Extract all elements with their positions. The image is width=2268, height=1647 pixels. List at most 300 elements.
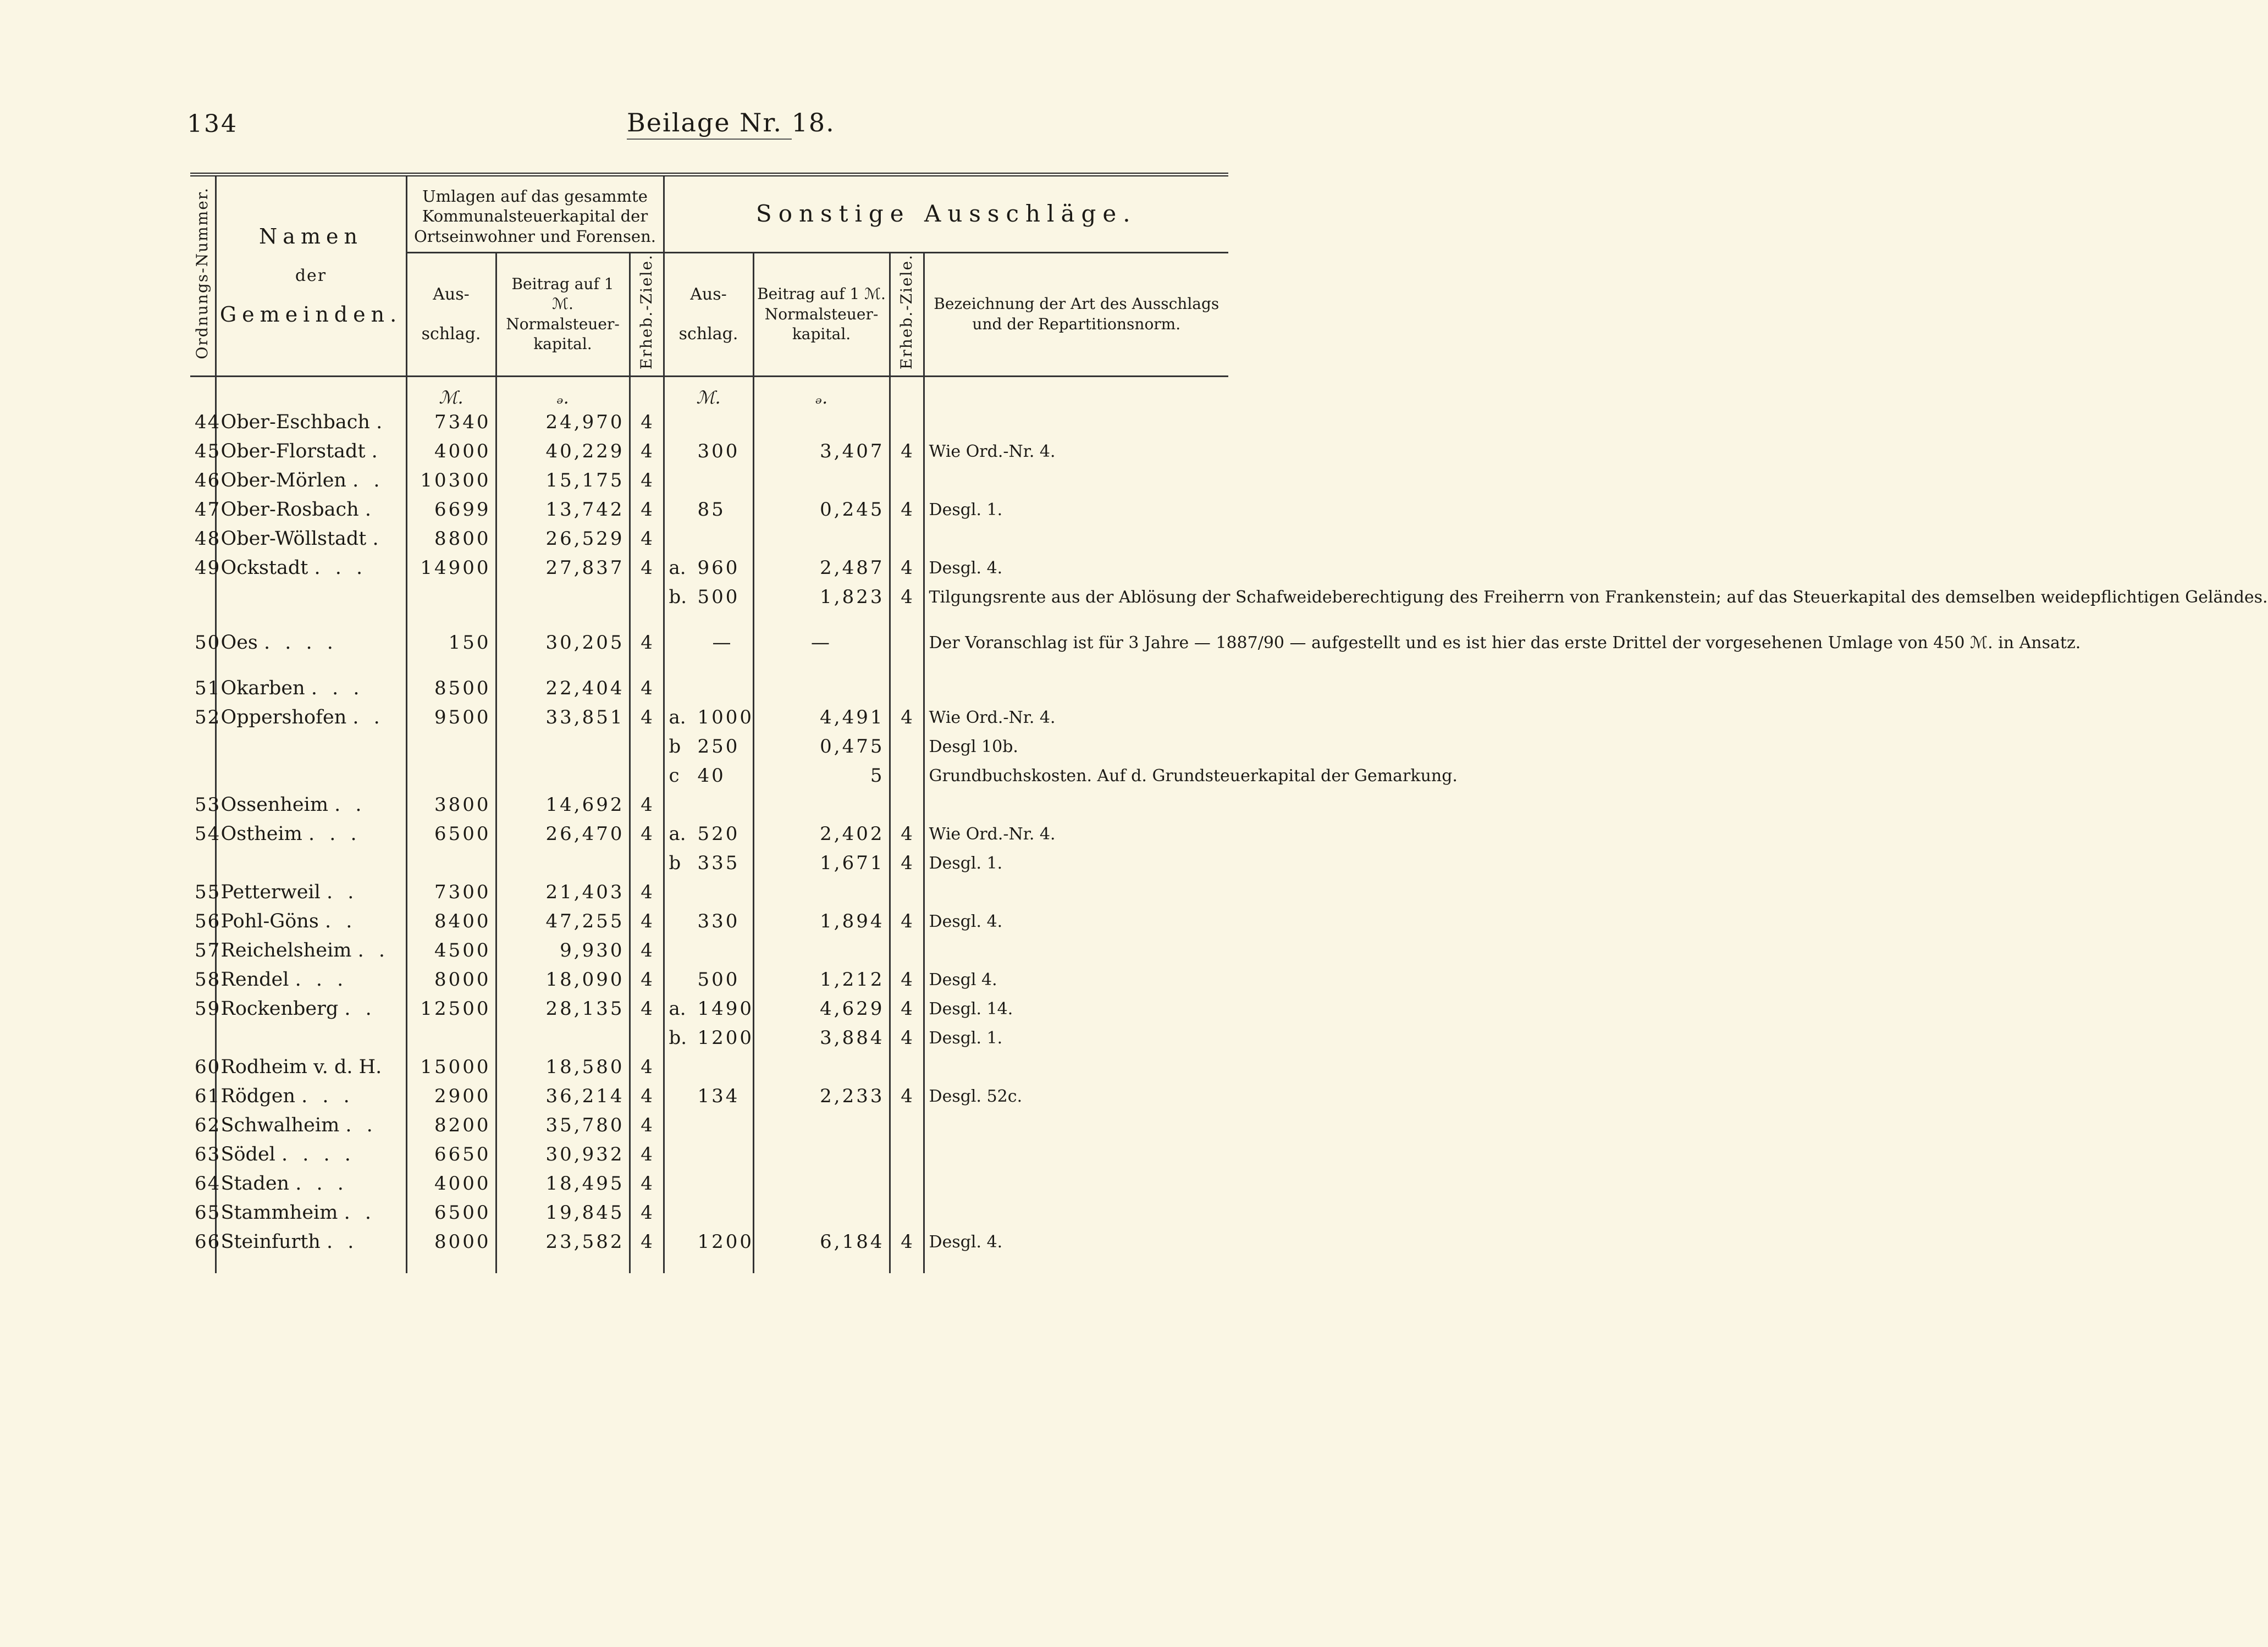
umlage-beitrag [496,1257,630,1273]
sonstige-beitrag: 0,475 [753,732,890,761]
leader-dots: . . [357,939,389,961]
gemeinde-name-text: Södel [220,1143,275,1165]
leader-dots: . . . [301,1085,354,1107]
sonstige-erheb-ziele [890,791,924,820]
umlage-ausschlag: 6650 [406,1140,496,1169]
gemeinde-name-text: Rodheim v. d. H. [220,1055,382,1078]
ordnungs-nummer: 66 [195,1230,221,1253]
umlage-ausschlag: 4500 [406,936,496,965]
units-row [190,376,1228,408]
sonstige-beitrag: 2,233 [753,1082,890,1111]
sonstige-beitrag [753,674,890,703]
sonstige-beitrag [753,466,890,495]
umlage-erheb-ziele: 4 [630,965,664,994]
spacer-row [190,1257,1228,1273]
sonstige-ausschlag [664,554,753,583]
sonstige-ausschlag-value: 134 [697,1085,740,1107]
sonstige-erheb-ziele: 4 [890,907,924,936]
sonstige-erheb-ziele [890,1198,924,1228]
sonstige-beitrag [753,1169,890,1198]
gemeinde-name-text: Ober-Mörlen [220,469,346,491]
umlage-erheb-ziele: 4 [630,674,664,703]
sonstige-ausschlag-value: 85 [697,498,726,521]
umlage-beitrag: 28,135 [496,994,630,1024]
gemeinde-name [216,1082,406,1111]
umlage-beitrag: 36,214 [496,1082,630,1111]
umlage-ausschlag: 8400 [406,907,496,936]
umlage-erheb-ziele: 4 [630,1082,664,1111]
sonstige-bezeichnung [924,1053,1228,1082]
umlage-ausschlag: 12500 [406,994,496,1024]
umlage-beitrag: 40,229 [496,437,630,466]
sonstige-erheb-ziele: 4 [890,1082,924,1111]
sonstige-beitrag: 1,671 [753,849,890,878]
ordnungs-nummer: 46 [195,469,221,491]
sonstige-bezeichnung: Wie Ord.-Nr. 4. [924,820,1228,849]
sonstige-ausschlag [664,628,753,657]
sonstige-beitrag: 5 [753,761,890,791]
sonstige-ausschlag-value: 330 [697,910,740,932]
sonstige-ausschlag [664,936,753,965]
gemeinde-name [216,1169,406,1198]
sonstige-bezeichnung: Desgl. 4. [924,907,1228,936]
gemeinde-name-text: Steinfurth [220,1230,321,1253]
sonstige-ausschlag [664,1257,753,1273]
sonstige-ausschlag [664,495,753,524]
ordnungs-nummer-header: Ordnungs-Nummer. [190,175,216,377]
sonstige-ausschlag [664,907,753,936]
ordnungs-nummer [190,583,216,612]
spacer-row [190,657,1228,674]
sonstige-beitrag: 4,629 [753,994,890,1024]
ordnungs-nummer: 58 [195,968,221,991]
sonstige-beitrag [753,878,890,907]
gemeinde-name-text: Ostheim [220,822,302,845]
gemeinde-name [216,791,406,820]
ordnungs-nummer: 65 [195,1201,221,1224]
sonstige-erheb-ziele-header: Erheb.-Ziele. [890,252,924,376]
sub-item-tag: a. [669,997,686,1020]
sonstige-ausschlag [664,820,753,849]
table-row [190,1053,1228,1082]
umlage-erheb-ziele: 4 [630,628,664,657]
umlage-ausschlag: 6500 [406,1198,496,1228]
sonstige-beitrag: 4,491 [753,703,890,732]
sonstige-beitrag [753,1053,890,1082]
umlage-erheb-ziele [630,849,664,878]
sonstige-ausschlag-value: 960 [697,556,740,579]
sonstige-erheb-ziele: 4 [890,820,924,849]
gemeinde-name [216,703,406,732]
sonstige-erheb-ziele [890,466,924,495]
sonstige-bezeichnung [924,674,1228,703]
leader-dots: . [372,527,383,550]
erheb-ziele-header: Erheb.-Ziele. [630,252,664,376]
sonstige-erheb-ziele: 4 [890,849,924,878]
sonstige-bezeichnung [924,1169,1228,1198]
sonstige-bezeichnung: Desgl. 4. [924,554,1228,583]
sonstige-beitrag: 6,184 [753,1228,890,1257]
ausschlag-header: Aus- schlag. [406,252,496,376]
ordnungs-nummer [190,1257,216,1273]
sonstige-ausschlag [664,408,753,437]
ordnungs-nummer: 50 [195,631,221,654]
table-row [190,1228,1228,1257]
table-row [190,437,1228,466]
table-row [190,703,1228,732]
gemeinde-name-text: Ossenheim [220,793,329,816]
ordnungs-nummer: 61 [195,1085,221,1107]
gemeinde-name-text: Schwalheim [220,1114,340,1136]
sonstige-erheb-ziele [890,524,924,554]
sonstige-erheb-ziele: 4 [890,583,924,612]
umlage-beitrag: 18,580 [496,1053,630,1082]
table-row [190,1024,1228,1053]
umlage-ausschlag: 8800 [406,524,496,554]
sonstige-erheb-ziele [890,1257,924,1273]
umlage-erheb-ziele [630,1257,664,1273]
umlage-ausschlag: 6500 [406,820,496,849]
gemeinde-name [216,674,406,703]
sonstige-ausschlag [664,761,753,791]
table-row [190,761,1228,791]
gemeinde-name-text: Rockenberg [220,997,339,1020]
sonstige-bezeichnung: Desgl 10b. [924,732,1228,761]
leader-dots: . . . [295,968,348,991]
sub-item-tag: b [669,735,681,758]
umlage-erheb-ziele: 4 [630,994,664,1024]
sonstige-ausschlag-value: 335 [697,852,740,874]
umlage-beitrag: 23,582 [496,1228,630,1257]
umlage-ausschlag: 8000 [406,1228,496,1257]
table-row [190,628,1228,657]
leader-dots: . [365,498,376,521]
sonstige-bezeichnung: Tilgungsrente aus der Ablösung der Schafweideberechtigung des Freiherrn von Frankenstein; auf das Steuerkapital des demselben weidepflichtigen Geländes. [924,583,1228,612]
sonstige-beitrag: 3,884 [753,1024,890,1053]
umlage-ausschlag [406,1257,496,1273]
umlage-erheb-ziele: 4 [630,466,664,495]
sonstige-bezeichnung: Wie Ord.-Nr. 4. [924,437,1228,466]
umlage-ausschlag: 9500 [406,703,496,732]
sonstige-ausschlag [664,965,753,994]
table-row [190,495,1228,524]
sonstige-ausschlag [664,1198,753,1228]
umlage-erheb-ziele [630,761,664,791]
sub-item-tag: b. [669,585,687,608]
umlage-erheb-ziele: 4 [630,1111,664,1140]
ordnungs-nummer [190,657,216,674]
sonstige-ausschlag [664,466,753,495]
sonstige-erheb-ziele [890,674,924,703]
sonstige-ausschlag [664,583,753,612]
mark-unit: ℳ. [406,376,496,408]
ordnungs-nummer: 45 [195,440,221,462]
spacer-row [190,612,1228,628]
table-row [190,554,1228,583]
umlage-ausschlag: 8200 [406,1111,496,1140]
sub-item-tag: b. [669,1026,687,1049]
sonstige-ausschlag-value: 500 [697,585,740,608]
table-row [190,732,1228,761]
gemeinde-name-text: Ober-Rosbach [220,498,359,521]
umlage-beitrag: 13,742 [496,495,630,524]
umlage-ausschlag: 4000 [406,1169,496,1198]
sonstige-erheb-ziele [890,1169,924,1198]
sonstige-bezeichnung [924,936,1228,965]
umlage-ausschlag: 8500 [406,674,496,703]
leader-dots: . . . . [282,1143,355,1165]
sonstige-ausschlag-value: 500 [697,968,740,991]
sonstige-ausschlag [664,878,753,907]
umlage-ausschlag [406,1024,496,1053]
gemeinde-name-text: Rendel [220,968,289,991]
sub-item-tag: a. [669,556,686,579]
sonstige-beitrag [753,524,890,554]
sonstige-beitrag: — [753,628,890,657]
sonstige-pfennig-unit: ₔ. [753,376,890,408]
ordnungs-nummer: 60 [195,1055,221,1078]
sonstige-erheb-ziele [890,628,924,657]
ordnungs-nummer [190,1024,216,1053]
leader-dots: . . [344,1201,376,1224]
umlage-beitrag: 30,932 [496,1140,630,1169]
umlage-beitrag [496,612,630,628]
gemeinde-name [216,1111,406,1140]
sonstige-ausschlag [664,994,753,1024]
gemeinde-name-text: Oppershofen [220,706,347,728]
gemeinde-name [216,1024,406,1053]
ordnungs-nummer: 48 [195,527,221,550]
table-row [190,820,1228,849]
gemeinde-name-text: Petterweil [220,881,321,903]
gemeinde-name [216,408,406,437]
municipal-levy-table [190,173,2268,1273]
title-rule [627,139,792,140]
gemeinde-name [216,628,406,657]
umlage-ausschlag [406,657,496,674]
gemeinde-name-text: Pohl-Göns [220,910,319,932]
umlage-ausschlag: 10300 [406,466,496,495]
ordnungs-nummer [190,732,216,761]
sonstige-erheb-ziele [890,761,924,791]
sonstige-erheb-ziele: 4 [890,437,924,466]
sonstige-erheb-ziele [890,612,924,628]
sonstige-bezeichnung: Desgl 4. [924,965,1228,994]
sonstige-beitrag: 1,894 [753,907,890,936]
sonstige-bezeichnung: Wie Ord.-Nr. 4. [924,703,1228,732]
sonstige-bezeichnung: Desgl. 1. [924,495,1228,524]
sonstige-ausschlag [664,1228,753,1257]
umlage-beitrag [496,1024,630,1053]
sonstige-beitrag-header: Beitrag auf 1 ℳ. Normalsteuer-kapital. [753,252,890,376]
umlage-erheb-ziele [630,583,664,612]
umlage-ausschlag: 15000 [406,1053,496,1082]
table-row [190,1198,1228,1228]
leader-dots: . . [324,910,357,932]
gemeinde-name-text: Ober-Florstadt [220,440,366,462]
sonstige-bezeichnung: Grundbuchskosten. Auf d. Grundsteuerkapital der Gemarkung. [924,761,1228,791]
umlage-ausschlag [406,732,496,761]
leader-dots: . . [326,881,358,903]
table-row [190,408,1228,437]
ordnungs-nummer [190,612,216,628]
gemeinde-name [216,878,406,907]
leader-dots: . . [334,793,366,816]
leader-dots: . . . [308,822,361,845]
leader-dots: . . [352,469,384,491]
table-row [190,1111,1228,1140]
sonstige-ausschlag [664,657,753,674]
sonstige-beitrag: 3,407 [753,437,890,466]
sonstige-ausschlag [664,437,753,466]
sonstige-erheb-ziele: 4 [890,1024,924,1053]
umlage-ausschlag [406,849,496,878]
umlage-ausschlag: 2900 [406,1082,496,1111]
gemeinde-name-text: Oes [220,631,258,654]
umlage-beitrag: 33,851 [496,703,630,732]
sonstige-bezeichnung [924,791,1228,820]
ordnungs-nummer: 54 [195,822,221,845]
umlage-beitrag: 30,205 [496,628,630,657]
umlage-beitrag: 26,529 [496,524,630,554]
sonstige-bezeichnung [924,466,1228,495]
gemeinde-name [216,554,406,583]
leader-dots: . [376,411,387,433]
sonstige-erheb-ziele [890,657,924,674]
sonstige-ausschlag [664,1140,753,1169]
sonstige-ausschlag [664,1169,753,1198]
umlage-erheb-ziele: 4 [630,1169,664,1198]
gemeinde-name [216,612,406,628]
umlage-beitrag [496,761,630,791]
ordnungs-nummer [190,849,216,878]
sonstige-beitrag [753,657,890,674]
sonstige-bezeichnung: Der Voranschlag ist für 3 Jahre — 1887/90 — aufgestellt und es ist hier das erste Drittel der vorgesehenen Umlage von 450 ℳ. in Ansatz. [924,628,1228,657]
umlage-ausschlag: 6699 [406,495,496,524]
leader-dots: . . . [295,1172,348,1195]
sub-item-tag: c [669,764,680,787]
umlage-erheb-ziele: 4 [630,495,664,524]
sonstige-ausschlag [664,732,753,761]
umlagen-header: Umlagen auf das gesammte Kommunalsteuerkapital der Ortseinwohner und Forensen. [406,175,664,253]
sonstige-ausschlag [664,1053,753,1082]
sonstige-bezeichnung [924,408,1228,437]
gemeinde-name [216,907,406,936]
gemeinde-name [216,820,406,849]
umlage-erheb-ziele [630,612,664,628]
sonstige-ausschlag [664,1082,753,1111]
gemeinde-name-text: Ober-Eschbach [220,411,370,433]
sonstige-beitrag: 1,212 [753,965,890,994]
gemeinde-name [216,1198,406,1228]
sonstige-bezeichnung [924,524,1228,554]
page-number: 134 [187,110,238,138]
leader-dots: . . [344,997,376,1020]
umlage-ausschlag: 4000 [406,437,496,466]
gemeinde-name-text: Ober-Wöllstadt [220,527,367,550]
umlage-erheb-ziele: 4 [630,524,664,554]
sonstige-erheb-ziele [890,1140,924,1169]
sonstige-ausschlag [664,674,753,703]
ordnungs-nummer: 62 [195,1114,221,1136]
umlage-erheb-ziele: 4 [630,1198,664,1228]
umlage-erheb-ziele: 4 [630,936,664,965]
gemeinde-name-text: Staden [220,1172,290,1195]
gemeinde-name [216,495,406,524]
ordnungs-nummer: 52 [195,706,221,728]
sub-item-tag: a. [669,822,686,845]
sonstige-erheb-ziele [890,936,924,965]
sonstige-ausschlag-header: Aus- schlag. [664,252,753,376]
leader-dots: . . [352,706,384,728]
table-row [190,1140,1228,1169]
ordnungs-nummer: 53 [195,793,221,816]
ordnungs-nummer: 57 [195,939,221,961]
sonstige-beitrag [753,1198,890,1228]
ordnungs-nummer: 51 [195,677,221,699]
sonstige-bezeichnung: Desgl. 52c. [924,1082,1228,1111]
sonstige-beitrag [753,1140,890,1169]
umlage-erheb-ziele: 4 [630,554,664,583]
table-row [190,583,1228,612]
sonstige-bezeichnung [924,612,1228,628]
sonstige-ausschlag [664,791,753,820]
sonstige-erheb-ziele [890,732,924,761]
umlage-erheb-ziele [630,732,664,761]
gemeinde-name [216,994,406,1024]
table-row [190,466,1228,495]
leader-dots: . . [326,1230,358,1253]
table-body [190,408,2268,1273]
umlage-erheb-ziele: 4 [630,408,664,437]
leader-dots: . . . . [264,631,338,654]
table-row [190,965,1228,994]
sonstige-ausschlag-value: 1000 [697,706,754,728]
gemeinde-name [216,1053,406,1082]
gemeinde-name-text: Stammheim [220,1201,338,1224]
umlage-ausschlag [406,583,496,612]
table-row [190,791,1228,820]
sonstige-erheb-ziele [890,408,924,437]
umlage-beitrag: 35,780 [496,1111,630,1140]
leader-dots: . [371,440,382,462]
umlage-ausschlag: 150 [406,628,496,657]
ordnungs-nummer: 59 [195,997,221,1020]
gemeinde-name [216,583,406,612]
sonstige-ausschlag-value: 520 [697,822,740,845]
umlage-erheb-ziele: 4 [630,1228,664,1257]
sonstige-beitrag [753,1257,890,1273]
gemeinde-name [216,849,406,878]
umlage-beitrag: 26,470 [496,820,630,849]
beitrag-header: Beitrag auf 1 ℳ. Normalsteuer-kapital. [496,252,630,376]
sub-item-tag: a. [669,706,686,728]
sonstige-bezeichnung: Desgl. 4. [924,1228,1228,1257]
sonstige-bezeichnung: Desgl. 14. [924,994,1228,1024]
umlage-erheb-ziele: 4 [630,1053,664,1082]
umlage-beitrag: 24,970 [496,408,630,437]
umlage-beitrag: 18,495 [496,1169,630,1198]
page-title: Beilage Nr. 18. [627,108,835,137]
sonstige-ausschlag [664,1024,753,1053]
sonstige-ausschlag-value: 1200 [697,1230,754,1253]
sonstige-bezeichnung: Desgl. 1. [924,849,1228,878]
leader-dots: . . [345,1114,377,1136]
sonstige-beitrag: 2,402 [753,820,890,849]
umlage-ausschlag [406,761,496,791]
ordnungs-nummer: 56 [195,910,221,932]
gemeinde-name [216,1228,406,1257]
